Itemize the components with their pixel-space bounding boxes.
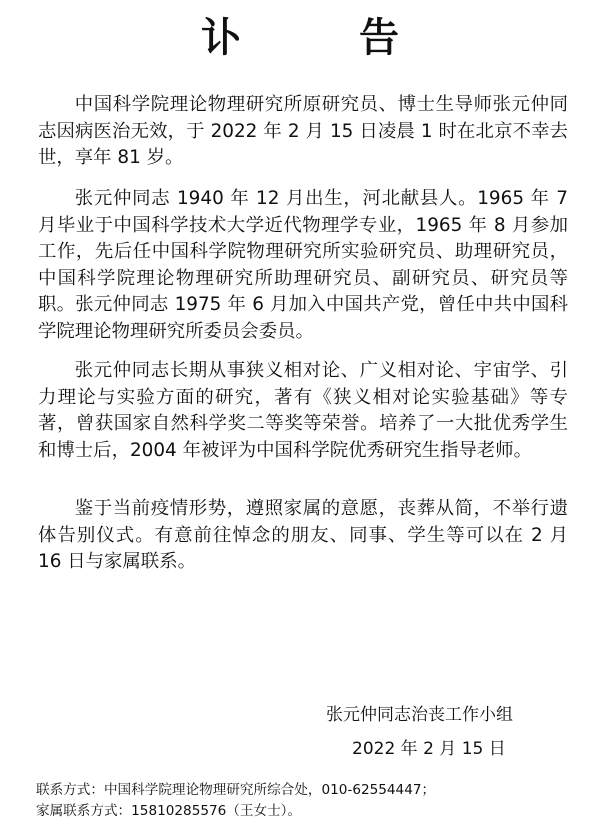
page-title: 讣 告	[201, 15, 451, 61]
paragraph-biography: 张元仲同志 1940 年 12 月出生，河北献县人。1965 年 7 月毕业于中国科学技术大学近代物理学专业，1965 年 8 月参加工作，先后任中国科学院物理研究所实验研究员、助理研究员，中国科学院理论物理研究所助理研究员、副研究员、研究员等职。张元仲同志 1975 年 6 月加入中国共产党，曾任中共中国科学院理论物理研究所委员会委员。	[38, 188, 568, 342]
contact-family: 家属联系方式：15810285576（王女士）。	[36, 803, 302, 819]
paragraph-research: 张元仲同志长期从事狭义相对论、广义相对论、宇宙学、引力理论与实验方面的研究，著有《狭义相对论实验基础》等专著，曾获国家自然科学奖二等奖等荣誉。培养了一大批优秀学生和博士后，2004 年被评为中国科学院优秀研究生指导老师。	[38, 360, 568, 461]
signature-date: 2022 年 2 月 15 日	[352, 739, 506, 759]
signature-organization: 张元仲同志治丧工作小组	[326, 705, 513, 725]
contact-institute: 联系方式：中国科学院理论物理研究所综合处，010-62554447；	[36, 782, 436, 798]
paragraph-funeral-arrangements: 鉴于当前疫情形势，遵照家属的意愿，丧葬从简，不举行遗体告别仪式。有意前往悼念的朋友、同事、学生等可以在 2 月 16 日与家属联系。	[38, 498, 568, 572]
paragraph-announcement: 中国科学院理论物理研究所原研究员、博士生导师张元仲同志因病医治无效，于 2022 年 2 月 15 日凌晨 1 时在北京不幸去世，享年 81 岁。	[38, 94, 568, 168]
